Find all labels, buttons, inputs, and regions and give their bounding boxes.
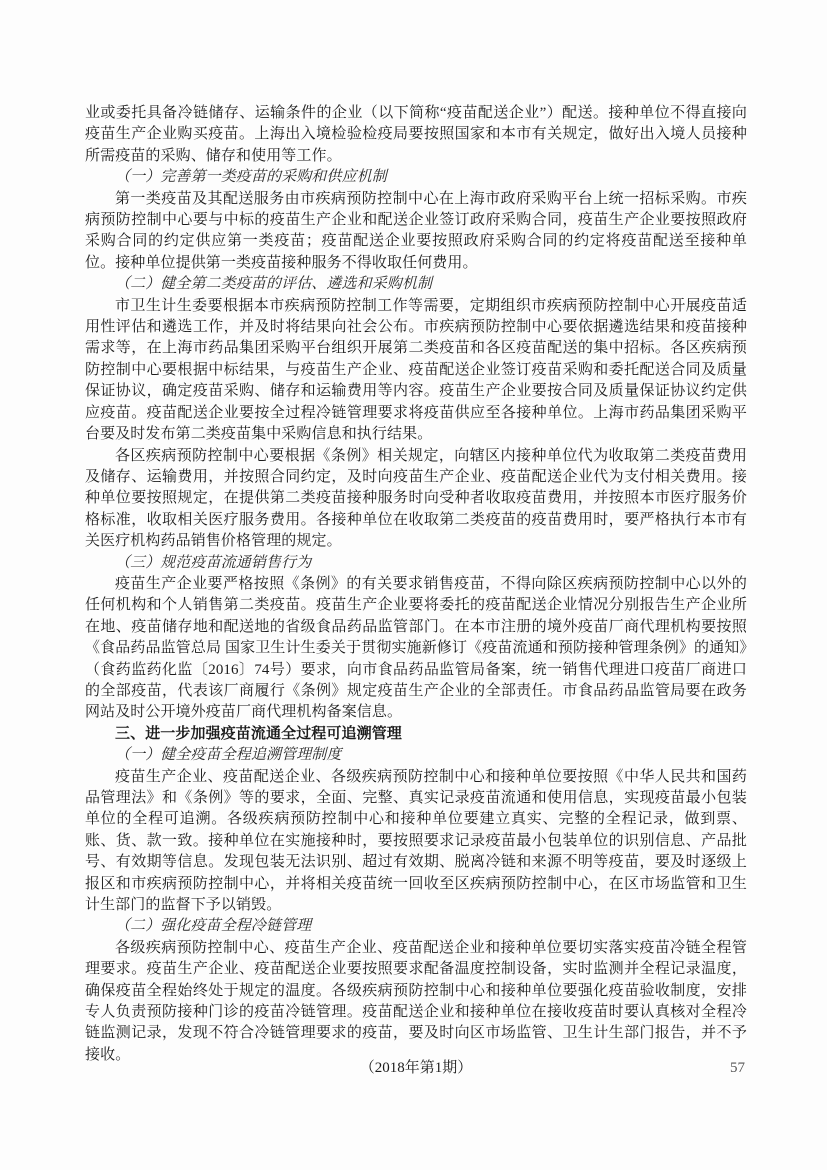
body-paragraph: 第一类疫苗及其配送服务由市疾病预防控制中心在上海市政府采购平台上统一招标采购。市疾病预防控制中心要与中标的疫苗生产企业和配送企业签订政府采购合同，疫苗生产企业要按照政府采购合同的约定供应第一类疫苗；疫苗配送企业要按照政府采购合同的约定将疫苗配送至接种单位。接种单位提供第一类疫苗接种服务不得收取任何费用。 <box>85 190 747 271</box>
body-paragraph: 疫苗生产企业要严格按照《条例》的有关要求销售疫苗，不得向除区疾病预防控制中心以外的任何机构和个人销售第二类疫苗。疫苗生产企业要将委托的疫苗配送企业情况分别报告生产企业所在地、疫苗储存地和配送地的省级食品药品监管部门。在本市注册的境外疫苗厂商代理机构要按照《食品药品监管总局 国家卫生计生委关于贯彻实施新修订《疫苗流通和预防接种管理条例》的通知》（食药监药化监〔2016〕74号）要求，向市食品药品监管局备案，统一销售代理进口疫苗厂商进口的全部疫苗，代表该厂商履行《条例》规定疫苗生产企业的全部责任。市食品药品监管局要在政务网站及时公开境外疫苗厂商代理机构备案信息。 <box>85 575 747 721</box>
body-paragraph: 各区疾病预防控制中心要根据《条例》相关规定，向辖区内接种单位代为收取第二类疫苗费用及储存、运输费用，并按照合同约定，及时向疫苗生产企业、疫苗配送企业代为支付相关费用。接种单位要按照规定，在提供第二类疫苗接种服务时向受种者收取疫苗费用，并按照本市医疗服务价格标准，收取相关医疗服务费用。各接种单位在收取第二类疫苗的疫苗费用时，要严格执行本市有关医疗机构药品销售价格管理的规定。 <box>85 447 747 550</box>
chapter-heading: 三、进一步加强疫苗流通全过程可追溯管理 <box>115 725 402 742</box>
document-text-block <box>85 103 747 1066</box>
body-paragraph: 各级疾病预防控制中心、疫苗生产企业、疫苗配送企业和接种单位要切实落实疫苗冷链全程管理要求。疫苗生产企业、疫苗配送企业要按照要求配备温度控制设备，实时监测并全程记录温度，确保疫苗全程始终处于规定的温度。各级疾病预防控制中心和接种单位要强化疫苗验收制度，安排专人负责预防接种门诊的疫苗冷链管理。疫苗配送企业和接种单位在接收疫苗时要认真核对全程冷链监测记录，发现不符合冷链管理要求的疫苗，要及时向区市场监管、卫生计生部门报告，并不予接收。 <box>85 939 747 1063</box>
body-paragraph: 市卫生计生委要根据本市疾病预防控制工作等需要，定期组织市疾病预防控制中心开展疫苗适用性评估和遴选工作，并及时将结果向社会公布。市疾病预防控制中心要依据遴选结果和疫苗接种需求等，在上海市药品集团采购平台组织开展第二类疫苗和各区疫苗配送的集中招标。各区疾病预防控制中心要根据中标结果，与疫苗生产企业、疫苗配送企业签订疫苗采购和委托配送合同及质量保证协议，确定疫苗采购、储存和运输费用等内容。疫苗生产企业要按合同及质量保证协议约定供应疫苗。疫苗配送企业要按全过程冷链管理要求将疫苗供应至各接种单位。上海市药品集团采购平台要及时发布第二类疫苗集中采购信息和执行结果。 <box>85 297 747 443</box>
section-heading: （二）强化疫苗全程冷链管理 <box>115 918 312 935</box>
body-paragraph: 疫苗生产企业、疫苗配送企业、各级疾病预防控制中心和接种单位要按照《中华人民共和国药品管理法》和《条例》等的要求，全面、完整、真实记录疫苗流通和使用信息，实现疫苗最小包装单位的全程可追溯。各级疾病预防控制中心和接种单位要建立真实、完整的全程记录，做到票、账、货、款一致。接种单位在实施接种时，要按照要求记录疫苗最小包装单位的识别信息、产品批号、有效期等信息。发现包装无法识别、超过有效期、脱离冷链和来源不明等疫苗，要及时逐级上报区和市疾病预防控制中心，并将相关疫苗统一回收至区疾病预防控制中心，在区市场监管和卫生计生部门的监督下予以销毁。 <box>85 768 747 914</box>
page-number: 57 <box>730 1060 745 1076</box>
section-heading: （二）健全第二类疫苗的评估、遴选和采购机制 <box>115 276 433 293</box>
footer-issue-label: （2018年第1期） <box>359 1060 473 1076</box>
section-heading: （一）健全疫苗全程追溯管理制度 <box>115 747 342 764</box>
body-paragraph: 业或委托具备冷链储存、运输条件的企业（以下简称“疫苗配送企业”）配送。接种单位不得直接向疫苗生产企业购买疫苗。上海出入境检验检疫局要按照国家和本市有关规定，做好出入境人员接种所需疫苗的采购、储存和使用等工作。 <box>85 105 747 164</box>
section-heading: （三）规范疫苗流通销售行为 <box>115 554 312 571</box>
page-footer <box>85 1058 747 1080</box>
section-heading: （一）完善第一类疫苗的采购和供应机制 <box>115 169 387 186</box>
